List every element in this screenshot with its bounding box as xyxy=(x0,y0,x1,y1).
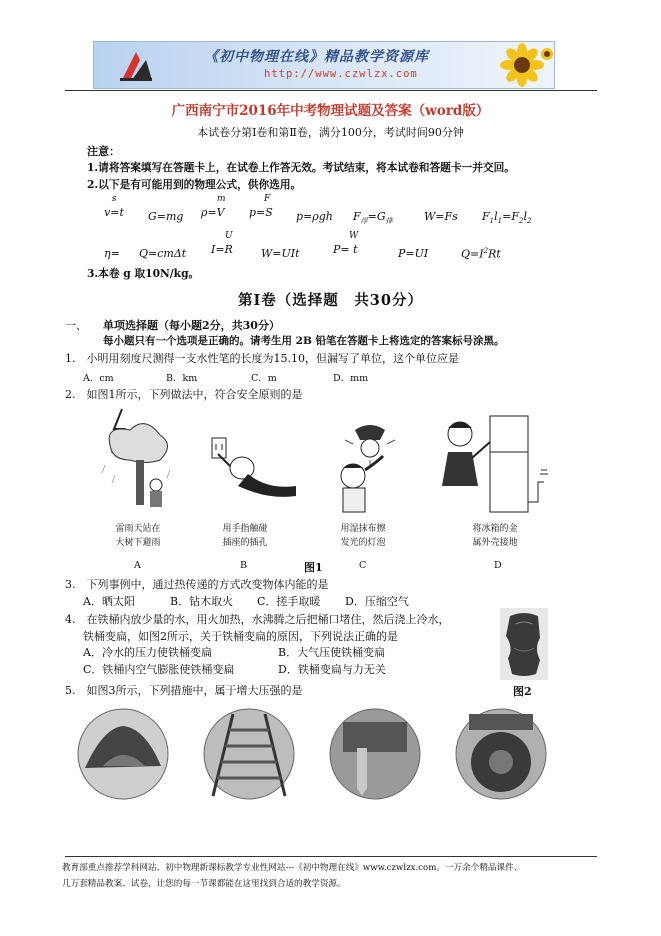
question-3: 3. 下列事例中，通过热传递的方式改变物体内能的是 xyxy=(65,578,329,591)
page-footer xyxy=(62,860,602,892)
tent-photo xyxy=(78,709,168,799)
formula-buoyancy: $F_浮=G_排$ xyxy=(353,210,393,226)
footer-line-2: 几万套精品教案、试卷，让您的每一节课都能在这里找到合适的教学资源。 xyxy=(62,879,346,889)
q3-option-b[interactable]: B．钻木取火 xyxy=(170,595,234,608)
question-4-line-1: 4. 在铁桶内放少量的水，用火加热，水沸腾之后把桶口堵住，然后浇上冷水， xyxy=(65,613,450,626)
note-3: 3.本卷 g 取10N/kg。 xyxy=(87,267,200,280)
sunflower-icon xyxy=(492,42,554,88)
figure-2-label: 图2 xyxy=(513,685,532,698)
question-1: 1. 小明用刻度尺测得一支水性笔的长度为15.10，但漏写了单位，这个单位应是 xyxy=(65,352,459,365)
formula-liquid-pressure: p=ρgh xyxy=(296,210,333,223)
formula-work: W=Fs xyxy=(424,210,458,223)
formula-pressure: F p=S xyxy=(249,194,273,219)
footer-rule xyxy=(65,856,597,857)
fig1-letter-c[interactable]: C xyxy=(359,560,367,571)
formula-density: m ρ=V xyxy=(201,194,226,219)
formula-power: W P= t xyxy=(333,231,359,256)
question-2: 2. 如图1所示，下列做法中，符合安全原则的是 xyxy=(65,388,303,401)
fig1-caption-d: 将冰箱的金 属外壳接地 xyxy=(472,524,518,548)
formula-velocity: s v=t xyxy=(104,194,124,219)
formula-joule: $Q=I^2Rt$ xyxy=(461,247,501,261)
section-heading: 第Ⅰ卷（选择题 共30分） xyxy=(238,292,423,309)
crushed-bucket-photo xyxy=(500,608,548,680)
note-1: 1.请将答案填写在答题卡上，在试卷上作答无效。考试结束，将本试卷和答题卡一并交回。 xyxy=(87,161,515,174)
q4-option-a[interactable]: A．冷水的压力使铁桶变扁 xyxy=(83,646,212,659)
fig1-caption-b: 用手指触碰 插座的插孔 xyxy=(222,524,268,548)
formula-electric-power: P=UI xyxy=(398,247,429,260)
wet-cloth-bulb-illustration xyxy=(325,420,415,515)
part-number: 一、 xyxy=(65,319,87,332)
fridge-grounding-illustration xyxy=(438,412,548,517)
q4-option-c[interactable]: C．铁桶内空气膨胀使铁桶变扁 xyxy=(83,663,235,676)
nail-tool-photo xyxy=(330,709,420,799)
truck-tire-photo xyxy=(456,709,546,799)
q3-option-a[interactable]: A．晒太阳 xyxy=(83,595,135,608)
question-4-line-2: 铁桶变扁，如图2所示，关于铁桶变扁的原因，下列说法正确的是 xyxy=(83,630,398,643)
formula-ohm: U I=R xyxy=(211,231,233,256)
socket-finger-illustration xyxy=(208,430,298,510)
logo-icon xyxy=(116,46,156,84)
fig1-caption-c: 用湿抹布擦 发光的灯泡 xyxy=(340,524,386,548)
header-banner xyxy=(93,41,555,89)
header-rule xyxy=(65,90,597,91)
fig1-letter-d[interactable]: D xyxy=(494,560,502,571)
q4-option-d[interactable]: D．铁桶变扁与力无关 xyxy=(278,663,386,676)
note-2: 2.以下是有可能用到的物理公式，供你选用。 xyxy=(87,178,302,191)
railway-photo xyxy=(204,709,294,799)
banner-url[interactable]: http://www.czwlzx.com xyxy=(264,68,418,80)
q1-option-d[interactable]: D．mm xyxy=(333,373,369,384)
notes-heading: 注意： xyxy=(87,145,120,158)
figure-1-label: 图1 xyxy=(304,561,323,574)
q3-option-d[interactable]: D．压缩空气 xyxy=(345,595,409,608)
formula-weight: G=mg xyxy=(148,210,184,223)
figure-3-photos xyxy=(73,708,573,802)
formula-efficiency: η= xyxy=(104,247,120,260)
lightning-tree-illustration xyxy=(100,405,180,515)
q3-option-c[interactable]: C．搓手取暖 xyxy=(257,595,321,608)
formula-heat: Q=cmΔt xyxy=(139,247,187,260)
document-title: 广西南宁市2016年中考物理试题及答案（word版） xyxy=(171,103,490,119)
fig1-caption-a: 雷雨天站在 大树下避雨 xyxy=(115,524,161,548)
q4-option-b[interactable]: B．大气压使铁桶变扁 xyxy=(278,646,386,659)
q1-option-c[interactable]: C．m xyxy=(251,373,277,384)
exam-intro: 本试卷分第Ⅰ卷和第Ⅱ卷，满分100分，考试时间90分钟 xyxy=(197,126,464,139)
fig1-letter-b[interactable]: B xyxy=(240,560,247,571)
formula-lever: $F_1l_1=F_2l_2$ xyxy=(482,210,532,226)
fig1-letter-a[interactable]: A xyxy=(134,560,141,571)
footer-line-1: 教育部重点推荐学科网站、初中物理新课标教学专业性网站---《初中物理在线》www.czwlzx.com。一万余个精品课件、 xyxy=(62,863,523,873)
q1-option-a[interactable]: A．cm xyxy=(83,373,114,384)
formula-electric-work: W=UIt xyxy=(261,247,300,260)
part-instructions: 每小题只有一个选项是正确的。请考生用 2B 铅笔在答题卡上将选定的答案标号涂黑。 xyxy=(103,335,505,347)
question-5: 5. 如图3所示，下列措施中，属于增大压强的是 xyxy=(65,684,303,697)
banner-title: 《初中物理在线》精品教学资源库 xyxy=(204,49,429,65)
part-heading: 单项选择题（每小题2分，共30分） xyxy=(103,319,280,332)
q1-option-b[interactable]: B．km xyxy=(166,373,198,384)
